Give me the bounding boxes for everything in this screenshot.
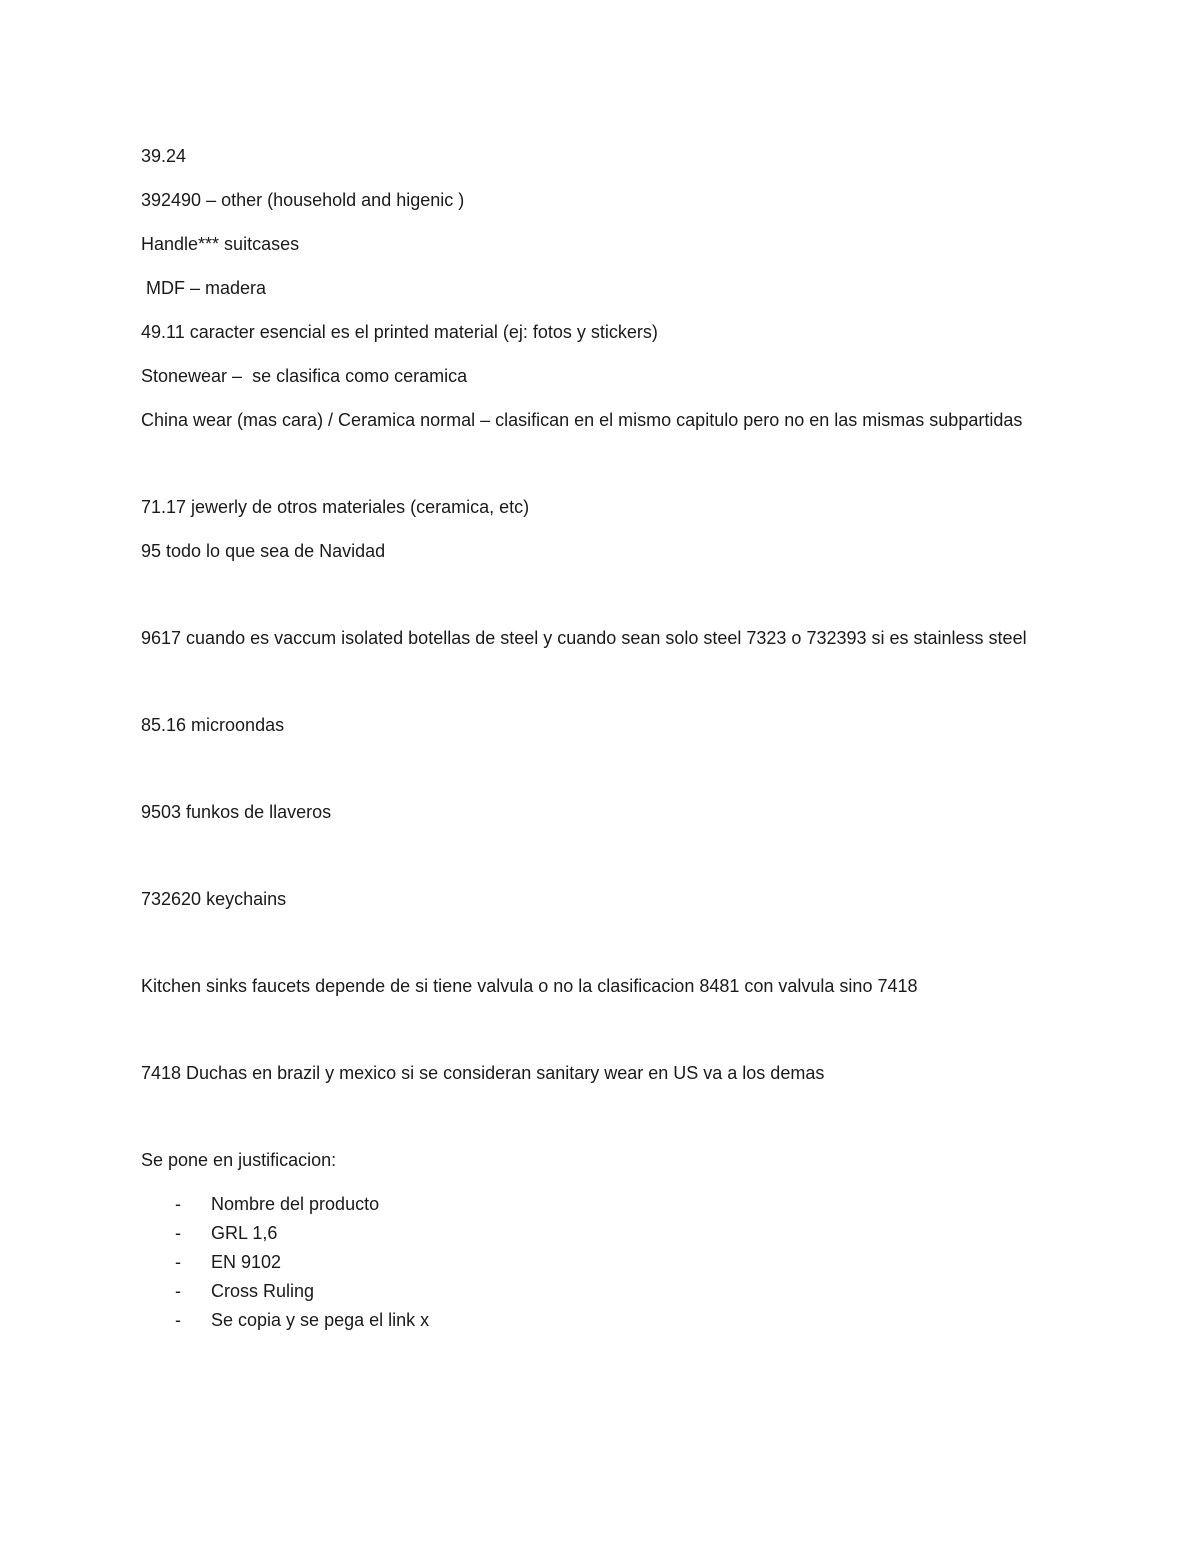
note-line: 95 todo lo que sea de Navidad	[141, 541, 386, 561]
list-item-text: Nombre del producto	[211, 1194, 380, 1214]
list-item-text: Cross Ruling	[211, 1281, 315, 1301]
list-item	[141, 1190, 1061, 1219]
note-line: 71.17 jewerly de otros materiales (ceramica, etc)	[141, 497, 530, 517]
note-line: 9503 funkos de llaveros	[141, 802, 332, 822]
note-line: China wear (mas cara) / Ceramica normal – clasifican en el mismo capitulo pero no en las mismas subpartidas	[141, 410, 1023, 430]
list-item-text: GRL 1,6	[211, 1223, 278, 1243]
dash-icon: -	[175, 1281, 181, 1301]
list-item-text: EN 9102	[211, 1252, 282, 1272]
note-line: 49.11 caracter esencial es el printed material (ej: fotos y stickers)	[141, 322, 658, 342]
note-line: MDF – madera	[141, 278, 267, 298]
heading-code: 39.24	[141, 146, 187, 166]
list-item-text: Se copia y se pega el link x	[211, 1310, 430, 1330]
note-line: 732620 keychains	[141, 889, 287, 909]
dash-icon: -	[175, 1194, 181, 1214]
dash-icon: -	[175, 1310, 181, 1330]
list-item	[141, 1306, 1061, 1335]
note-line: 7418 Duchas en brazil y mexico si se consideran sanitary wear en US va a los demas	[141, 1063, 825, 1083]
note-line: 392490 – other (household and higenic )	[141, 190, 465, 210]
document-body	[141, 142, 1061, 1335]
list-intro: Se pone en justificacion:	[141, 1150, 337, 1170]
list-item	[141, 1248, 1061, 1277]
dash-icon: -	[175, 1252, 181, 1272]
note-line: Stonewear – se clasifica como ceramica	[141, 366, 468, 386]
dash-icon: -	[175, 1223, 181, 1243]
note-line: 85.16 microondas	[141, 715, 285, 735]
list-item	[141, 1277, 1061, 1306]
list-item	[141, 1219, 1061, 1248]
justification-list	[141, 1190, 1061, 1335]
note-line: Kitchen sinks faucets depende de si tiene valvula o no la clasificacion 8481 con valvula sino 7418	[141, 976, 918, 996]
note-line: 9617 cuando es vaccum isolated botellas de steel y cuando sean solo steel 7323 o 732393 si es stainless steel	[141, 628, 1027, 648]
note-line: Handle*** suitcases	[141, 234, 300, 254]
